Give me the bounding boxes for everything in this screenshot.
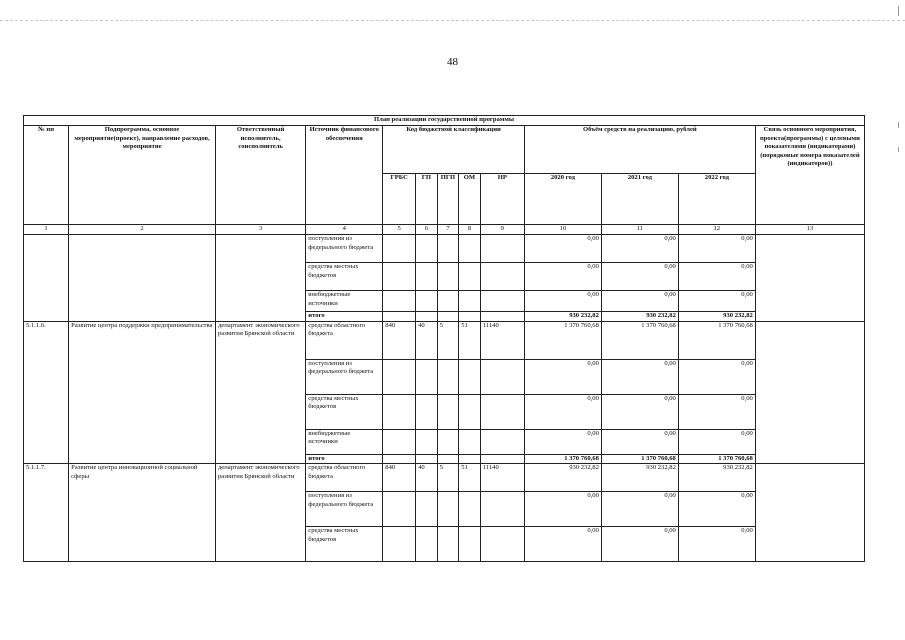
cell-source: средства областного бюджета — [306, 321, 383, 359]
column-number: 3 — [215, 225, 305, 235]
cell-2022: 0,00 — [678, 492, 755, 527]
cell-2020: 0,00 — [524, 394, 601, 429]
cell-2022: 0,00 — [678, 263, 755, 291]
column-number: 8 — [459, 225, 481, 235]
cell-2020: 0,00 — [524, 359, 601, 394]
cell-source: внебюджетные источники — [306, 291, 383, 312]
cell-source: итого — [306, 312, 383, 322]
cell-link — [755, 235, 864, 322]
header-gp: ГП — [416, 174, 438, 225]
cell-num — [24, 235, 69, 322]
cell-nr: 11140 — [480, 464, 524, 492]
cell-2022: 0,00 — [678, 429, 755, 454]
column-number: 11 — [601, 225, 678, 235]
header-bcc: Код бюджетной классификации — [383, 126, 525, 174]
plan-table — [23, 115, 865, 562]
cell-source: поступления из федерального бюджета — [306, 359, 383, 394]
table-row — [24, 321, 865, 359]
header-source: Источник финансового обеспечения — [306, 126, 383, 225]
cell-num: 5.1.1.6. — [24, 321, 69, 464]
table-caption: План реализации государственной программы — [24, 116, 865, 126]
cell-source: средства областного бюджета — [306, 464, 383, 492]
cell-2020: 0,00 — [524, 527, 601, 562]
header-2020: 2020 год — [524, 174, 601, 225]
cell-2021: 930 232,82 — [601, 312, 678, 322]
cell-2021: 0,00 — [601, 394, 678, 429]
header-num: № пп — [24, 126, 69, 225]
cell-2021: 0,00 — [601, 527, 678, 562]
column-number: 2 — [69, 225, 216, 235]
cell-source: внебюджетные источники — [306, 429, 383, 454]
table-row — [24, 464, 865, 492]
cell-nr: 11140 — [480, 321, 524, 359]
column-number: 7 — [437, 225, 459, 235]
cell-2022: 0,00 — [678, 235, 755, 263]
cell-2020: 1 370 760,68 — [524, 321, 601, 359]
cell-2020: 1 370 760,68 — [524, 454, 601, 464]
cell-responsible: департамент экономического развития Брянской области — [215, 464, 305, 562]
header-volume: Объём средств на реализацию, рублей — [524, 126, 755, 174]
cell-2020: 0,00 — [524, 291, 601, 312]
scan-edge-mark — [898, 6, 899, 16]
cell-om: 51 — [459, 321, 481, 359]
cell-responsible — [215, 235, 305, 322]
column-number: 10 — [524, 225, 601, 235]
cell-source: средства местных бюджетов — [306, 394, 383, 429]
cell-name: Развитие центра инновационной социальной сферы — [69, 464, 216, 562]
cell-gp: 40 — [416, 321, 438, 359]
column-number: 13 — [755, 225, 864, 235]
cell-2020: 0,00 — [524, 263, 601, 291]
scan-artifact-line — [0, 20, 905, 23]
cell-2020: 930 232,82 — [524, 464, 601, 492]
cell-2021: 1 370 760,68 — [601, 454, 678, 464]
column-number: 9 — [480, 225, 524, 235]
cell-source: поступления из федерального бюджета — [306, 492, 383, 527]
cell-2020: 0,00 — [524, 492, 601, 527]
column-number: 4 — [306, 225, 383, 235]
header-row — [24, 126, 865, 174]
cell-2022: 930 232,82 — [678, 312, 755, 322]
cell-2020: 930 232,82 — [524, 312, 601, 322]
cell-2021: 930 232,82 — [601, 464, 678, 492]
cell-responsible: департамент экономического развития Брянской области — [215, 321, 305, 464]
table-caption-row — [24, 116, 865, 126]
header-2021: 2021 год — [601, 174, 678, 225]
header-nr: НР — [480, 174, 524, 225]
cell-2022: 0,00 — [678, 527, 755, 562]
cell-2021: 0,00 — [601, 291, 678, 312]
cell-2022: 0,00 — [678, 394, 755, 429]
scan-edge-mark — [898, 147, 899, 152]
column-number: 6 — [416, 225, 438, 235]
cell-2020: 0,00 — [524, 235, 601, 263]
column-number: 12 — [678, 225, 755, 235]
cell-2022: 0,00 — [678, 359, 755, 394]
cell-num: 5.1.1.7. — [24, 464, 69, 562]
cell-2021: 0,00 — [601, 492, 678, 527]
cell-pgp: 5 — [437, 321, 459, 359]
cell-om: 51 — [459, 464, 481, 492]
cell-link — [755, 321, 864, 464]
cell-2021: 0,00 — [601, 359, 678, 394]
header-subprogram: Подпрограмма, основное мероприятие(проект), направление расходов, мероприятие — [69, 126, 216, 225]
cell-2021: 0,00 — [601, 429, 678, 454]
header-pgp: ПГП — [437, 174, 459, 225]
cell-2022: 930 232,82 — [678, 464, 755, 492]
header-link: Связь основного мероприятия, проекта(программы) с целевыми показателями (индикаторами) (порядковые номера показателей (индикаторов)) — [755, 126, 864, 225]
cell-source: итого — [306, 454, 383, 464]
cell-pgp: 5 — [437, 464, 459, 492]
cell-grbs: 840 — [383, 464, 416, 492]
header-grbs: ГРБС — [383, 174, 416, 225]
table-row — [24, 235, 865, 263]
cell-link — [755, 464, 864, 562]
column-numbers-row — [24, 225, 865, 235]
column-number: 5 — [383, 225, 416, 235]
cell-2020: 0,00 — [524, 429, 601, 454]
header-om: ОМ — [459, 174, 481, 225]
cell-2021: 0,00 — [601, 263, 678, 291]
cell-gp: 40 — [416, 464, 438, 492]
header-2022: 2022 год — [678, 174, 755, 225]
cell-2021: 0,00 — [601, 235, 678, 263]
header-responsible: Ответственный исполнитель, соисполнитель — [215, 126, 305, 225]
cell-2022: 1 370 760,68 — [678, 321, 755, 359]
scan-edge-mark — [898, 122, 899, 128]
cell-grbs: 840 — [383, 321, 416, 359]
cell-2021: 1 370 760,68 — [601, 321, 678, 359]
cell-source: средства местных бюджетов — [306, 527, 383, 562]
column-number: 1 — [24, 225, 69, 235]
page-number: 48 — [447, 56, 458, 68]
cell-2022: 1 370 760,68 — [678, 454, 755, 464]
cell-source: поступления из федерального бюджета — [306, 235, 383, 263]
cell-source: средства местных бюджетов — [306, 263, 383, 291]
cell-name: Развитие центра поддержки предпринимательства — [69, 321, 216, 464]
cell-name — [69, 235, 216, 322]
cell-2022: 0,00 — [678, 291, 755, 312]
